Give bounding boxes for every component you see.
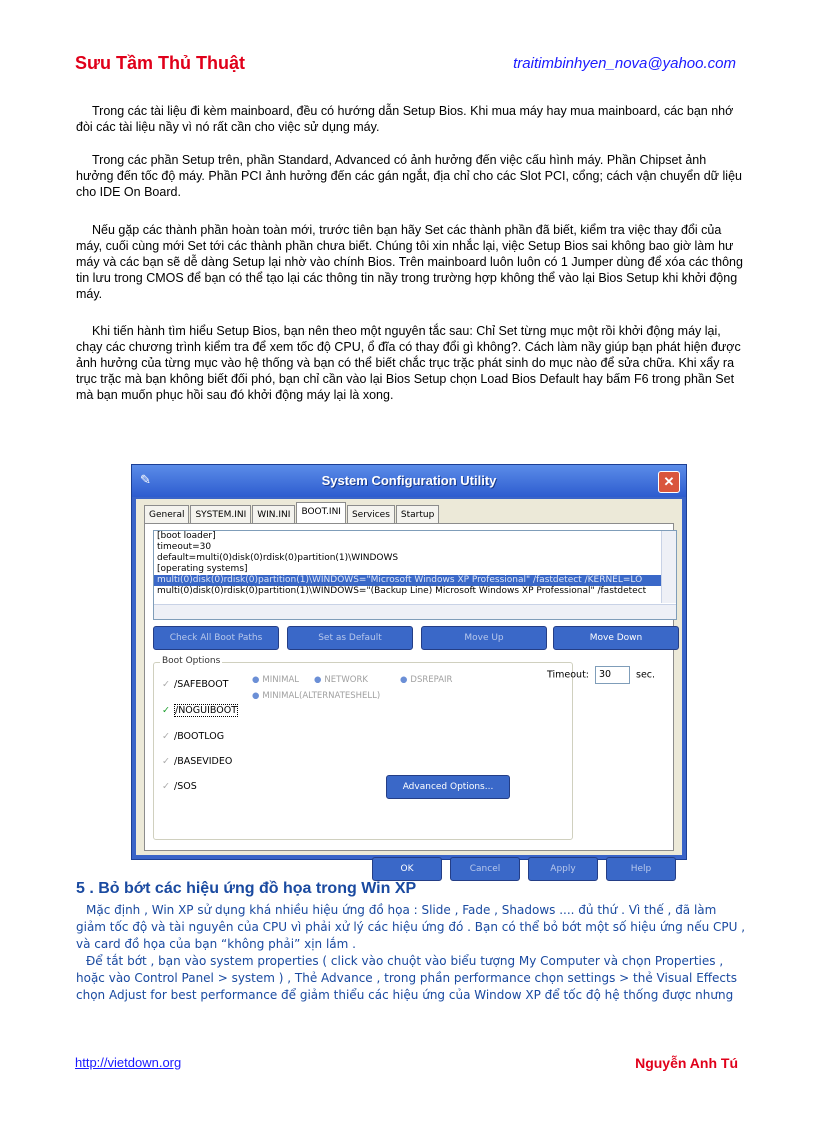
network-radio[interactable]: ● NETWORK — [314, 675, 368, 685]
check-icon: ✓ — [162, 705, 170, 716]
header-email[interactable]: traitimbinhyen_nova@yahoo.com — [513, 55, 736, 72]
advanced-options-button[interactable]: Advanced Options... — [386, 775, 510, 799]
tab-general[interactable]: General — [144, 505, 189, 524]
safeboot-checkbox[interactable]: ✓ /SAFEBOOT — [162, 679, 229, 690]
tab-system-ini[interactable]: SYSTEM.INI — [190, 505, 251, 524]
apply-button[interactable]: Apply — [528, 857, 598, 881]
check-icon: ✓ — [162, 679, 170, 690]
help-button[interactable]: Help — [606, 857, 676, 881]
noguiboot-checkbox[interactable]: ✓ /NOGUIBOOT — [162, 705, 238, 716]
check-icon: ✓ — [162, 731, 170, 742]
ok-button[interactable]: OK — [372, 857, 442, 881]
horizontal-scrollbar[interactable] — [154, 604, 676, 619]
radio-icon: ● — [252, 691, 260, 701]
check-icon: ✓ — [162, 781, 170, 792]
paragraph-1: Trong các tài liệu đi kèm mainboard, đều có hướng dẫn Setup Bios. Khi mua máy hay mua mainboard, các bạn nhớ đòi các tài liệu nầy vì nó rất cần cho việc sử dụng máy. — [76, 104, 734, 134]
section-heading: 5 . Bỏ bớt các hiệu ứng đồ họa trong Win XP — [76, 880, 417, 897]
timeout-unit: sec. — [636, 669, 656, 681]
section-body — [76, 902, 746, 1004]
check-all-boot-paths-button[interactable]: Check All Boot Paths — [153, 626, 279, 650]
radio-icon: ● — [400, 675, 408, 685]
paragraph-3: Nếu gặp các thành phần hoàn toàn mới, trước tiên bạn hãy Set các thành phần đã biết, kiểm tra việc thay đổi của máy, cuối cùng mới Set tới các thành phần chưa biết. Chúng tôi xin nhắc lại, việc Setup Bios sai không bao giờ làm hư máy và các bạn sẽ dễ dàng Setup lại nhờ vào chính Bios. Trên mainboard luôn luôn có 1 Jumper dùng để xóa các thông tin lưu trong CMOS để bạn có thể tạo lại các thông tin nầy trong trường hợp không thể vào lại Bios Setup khi khởi động máy. — [76, 223, 743, 301]
footer-author: Nguyễn Anh Tú — [635, 1055, 738, 1071]
move-down-button[interactable]: Move Down — [553, 626, 679, 650]
vertical-scrollbar[interactable] — [661, 531, 676, 603]
basevideo-checkbox[interactable]: ✓ /BASEVIDEO — [162, 756, 233, 767]
minimal-radio[interactable]: ● MINIMAL — [252, 675, 300, 685]
list-item[interactable]: multi(0)disk(0)rdisk(0)partition(1)\WINDOWS="(Backup Line) Microsoft Windows XP Professional" /fastdetect — [157, 586, 647, 596]
boot-ini-listbox[interactable] — [153, 530, 677, 620]
bootlog-checkbox[interactable]: ✓ /BOOTLOG — [162, 731, 225, 742]
tab-strip — [144, 505, 440, 523]
window-title: System Configuration Utility — [321, 473, 497, 488]
title-bar[interactable] — [132, 465, 686, 497]
section-paragraph-2: Để tắt bớt , bạn vào system properties ( click vào chuột vào biểu tượng My Computer và chọn Properties , hoặc vào Control Panel > system ) , Thẻ Advance , trong phần performance chọn settings > thẻ Visual Effects chọn Adjust for best performance để giảm thiểu các hiệu ứng của Window XP để tốc độ hệ thống được nhưng — [76, 954, 737, 1002]
radio-icon: ● — [314, 675, 322, 685]
list-item[interactable]: timeout=30 — [157, 542, 212, 552]
boot-options-group — [153, 656, 573, 840]
boot-ini-panel — [144, 523, 674, 851]
move-up-button[interactable]: Move Up — [421, 626, 547, 650]
list-item[interactable]: [operating systems] — [157, 564, 248, 574]
system-config-window — [131, 464, 687, 874]
cancel-button[interactable]: Cancel — [450, 857, 520, 881]
app-icon: ✎ — [140, 472, 151, 487]
timeout-input[interactable]: 30 — [595, 666, 630, 684]
list-item[interactable]: default=multi(0)disk(0)rdisk(0)partition(1)\WINDOWS — [157, 553, 399, 563]
header-title: Sưu Tầm Thủ Thuật — [75, 53, 246, 73]
check-icon: ✓ — [162, 756, 170, 767]
set-as-default-button[interactable]: Set as Default — [287, 626, 413, 650]
tab-startup[interactable]: Startup — [396, 505, 439, 524]
tab-boot-ini[interactable]: BOOT.INI — [296, 502, 346, 524]
dialog-client — [136, 499, 682, 874]
section-paragraph-1: Mặc định , Win XP sử dụng khá nhiều hiệu ứng đồ họa : Slide , Fade , Shadows .... đủ thứ . Vì thế , đã làm giảm tốc độ và tài nguyên của CPU vì phải xử lý các hiệu ứng đó . Bạn có thể bỏ bớt một số hiệu ứng nếu CPU , và card đồ họa của bạn “không phải” xịn lắm . — [76, 903, 746, 951]
tab-services[interactable]: Services — [347, 505, 395, 524]
alternate-shell-radio[interactable]: ● MINIMAL(ALTERNATESHELL) — [252, 691, 381, 701]
sos-checkbox[interactable]: ✓ /SOS — [162, 781, 197, 792]
paragraph-2: Trong các phần Setup trên, phần Standard, Advanced có ảnh hưởng đến việc cấu hình máy. Phần Chipset ảnh hưởng đến tốc độ máy. Phần PCI ảnh hưởng đến các gán ngắt, địa chỉ cho các Slot PCI, cổng; cách vận chuyển dữ liệu cho IDE On Board. — [76, 153, 742, 199]
boot-options-label: Boot Options — [162, 656, 221, 666]
radio-icon: ● — [252, 675, 260, 685]
paragraph-4: Khi tiến hành tìm hiểu Setup Bios, bạn nên theo một nguyên tắc sau: Chỉ Set từng mục một rồi khởi động máy lại, chạy các chương trình kiểm tra để xem tốc độ CPU, ổ đĩa có thay đổi gì không?. Cách làm nầy giúp bạn phát hiện được ảnh hưởng của từng mục vào hệ thống và bạn có thể biết chắc trục trặc phát sinh do mục nào để sửa chữa. Khi xẩy ra trục trặc mà bạn không biết đối phó, bạn chỉ cần vào lại Bios Setup chọn Load Bios Default hay bấm F6 trong phần Set mà bạn muốn phục hồi sau đó khởi động máy lại là xong. — [76, 324, 741, 402]
list-item[interactable]: [boot loader] — [157, 531, 216, 541]
list-item-selected[interactable]: multi(0)disk(0)rdisk(0)partition(1)\WINDOWS="Microsoft Windows XP Professional" /fastdetect /KERNEL=LO — [154, 575, 676, 586]
timeout-control — [547, 666, 655, 684]
tab-win-ini[interactable]: WIN.INI — [252, 505, 295, 524]
timeout-label: Timeout: — [547, 669, 590, 681]
close-button[interactable]: ✕ — [658, 471, 680, 493]
dsrepair-radio[interactable]: ● DSREPAIR — [400, 675, 453, 685]
footer-link[interactable]: http://vietdown.org — [75, 1055, 182, 1070]
